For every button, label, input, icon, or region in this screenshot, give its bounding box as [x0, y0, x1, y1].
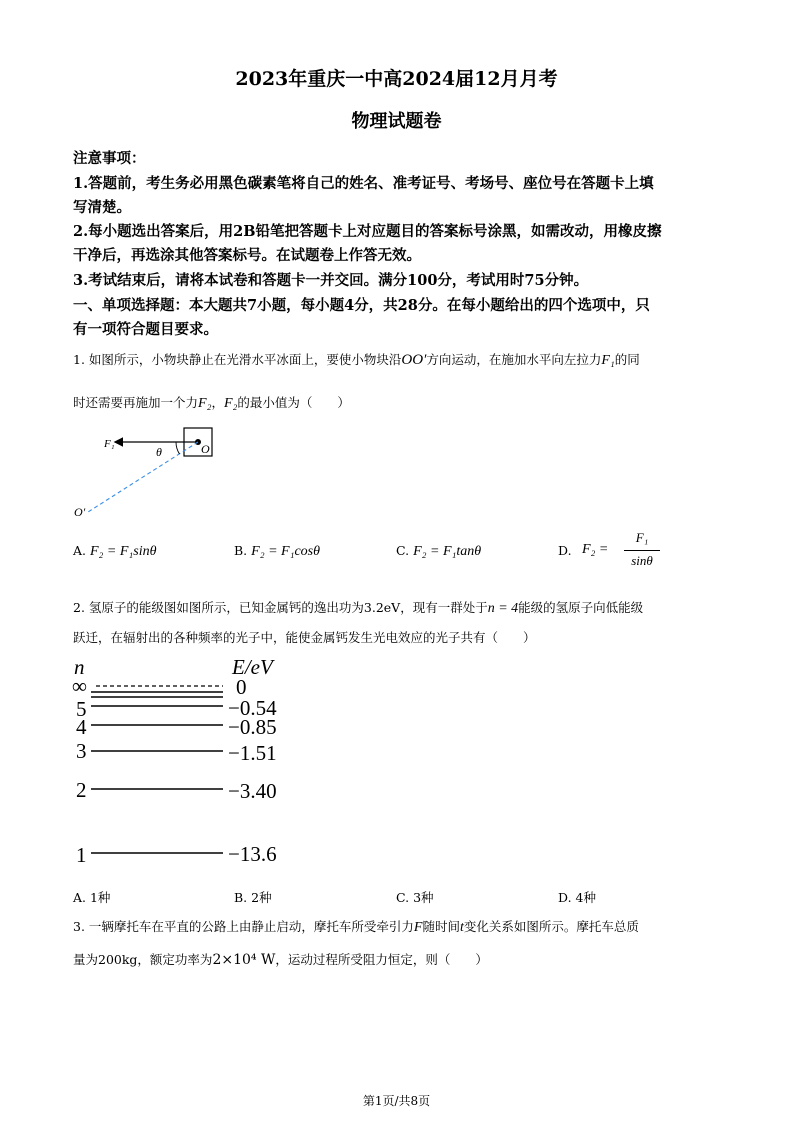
- q3-var-f: F: [413, 920, 423, 935]
- q2-option-c[interactable]: C. 3种: [396, 890, 434, 905]
- theta-label: θ: [156, 445, 162, 459]
- q3-var-t: t: [459, 920, 464, 935]
- q1-option-d-denominator: sinθ: [631, 553, 653, 568]
- exam-subtitle: 物理试题卷: [351, 111, 442, 132]
- level-n-3: 3: [76, 739, 87, 763]
- q2-var-n: n = 4: [487, 601, 519, 616]
- q1-option-b[interactable]: B. F₂ = F₁cosθ: [234, 543, 320, 559]
- level-n-inf: ∞: [72, 674, 87, 698]
- question-1-line-2: [73, 393, 350, 412]
- q1-option-c-expr: F₂ = F₁tanθ: [413, 544, 482, 559]
- q1-line2-b: ，: [211, 395, 224, 410]
- energy-axis-label: E/eV: [232, 655, 273, 679]
- level-e-2: −3.40: [228, 779, 277, 803]
- section-1-heading-line-2: 有一项符合题目要求。: [73, 321, 218, 338]
- theta-arc: [176, 442, 180, 454]
- level-e-3: −1.51: [228, 741, 277, 765]
- q1-option-d-lhs: F₂ =: [582, 542, 609, 557]
- notice-item-1-line-1: 1.答题前，考生务必用黑色碳素笔将自己的姓名、准考证号、考场号、座位号在答题卡上填: [73, 175, 654, 192]
- q1-var-f2: F₂: [198, 396, 212, 411]
- q2-option-a[interactable]: A. 1种: [73, 890, 111, 905]
- question-3-line-2: 量为200kg，额定功率为2×10⁴ W，运动过程所受阻力恒定，则（ ）: [73, 952, 488, 968]
- exam-title: 2023年重庆一中高2024届12月月考: [235, 68, 558, 90]
- question-1-line-1: [73, 350, 640, 369]
- question-2-line-2: 跃迁，在辐射出的各种频率的光子中，能使金属钙发生光电效应的光子共有（ ）: [73, 630, 536, 645]
- q3-rated-power: 2×10⁴ W: [212, 952, 276, 968]
- level-n-2: 2: [76, 778, 87, 802]
- q1-line2-c: 的最小值为（ ）: [237, 395, 350, 410]
- level-e-4: −0.85: [228, 715, 277, 739]
- q1-var-f2b: F₂: [223, 396, 238, 411]
- notice-heading: 注意事项：: [73, 150, 146, 167]
- q1-option-a[interactable]: A. F₂ = F₁sinθ: [73, 543, 157, 559]
- f1-label: F₁: [104, 438, 115, 450]
- level-e-5: −0.54: [228, 696, 277, 720]
- notice-item-2-line-1: 2.每小题选出答案后，用2B铅笔把答题卡上对应题目的答案标号涂黑，如需改动，用橡皮擦: [73, 223, 662, 240]
- notice-item-1-line-2: 写清楚。: [73, 199, 131, 216]
- o-prime-label: O′: [74, 505, 86, 519]
- q1-option-c[interactable]: C. F₂ = F₁tanθ: [396, 543, 482, 559]
- notice-item-2-line-2: 干净后，再选涂其他答案标号。在试题卷上作答无效。: [73, 247, 421, 264]
- q1-text-b: 方向运动，在施加水平向左拉力: [426, 352, 602, 367]
- question-3-line-1: 3. 一辆摩托车在平直的公路上由静止启动，摩托车所受牵引力F随时间t变化关系如图所示。摩托车总质: [73, 919, 639, 935]
- notice-item-3: 3.考试结束后，请将本试卷和答题卡一并交回。满分100分，考试用时75分钟。: [73, 272, 589, 289]
- q1-option-d-numerator: F₁: [635, 530, 649, 545]
- o-label: O: [201, 442, 210, 456]
- level-n-4: 4: [76, 715, 87, 739]
- energy-level-diagram: [66, 650, 306, 872]
- level-e-1: −13.6: [228, 842, 277, 866]
- q1-var-oo: OO′: [401, 352, 427, 368]
- fraction-bar: [624, 550, 660, 551]
- q1-option-b-expr: F₂ = F₁cosθ: [251, 544, 320, 559]
- section-1-heading-line-1: 一、单项选择题：本大题共7小题，每小题4分，共28分。在每小题给出的四个选项中，只: [73, 297, 650, 314]
- q2-option-d[interactable]: D. 4种: [558, 890, 596, 905]
- q1-force-diagram: [70, 420, 230, 520]
- q1-line2-a: 时还需要再施加一个力: [73, 395, 199, 410]
- question-2-line-1: 2. 氢原子的能级图如图所示，已知金属钙的逸出功为3.2eV，现有一群处于n = 4能级的氢原子向低能级: [73, 600, 644, 616]
- page-footer: 第1页/共8页: [362, 1094, 431, 1108]
- level-e-inf: 0: [236, 675, 247, 699]
- level-n-1: 1: [76, 843, 87, 867]
- level-n-5: 5: [76, 697, 87, 721]
- q1-var-f1: F₁: [601, 353, 615, 368]
- q1-text-a: 1. 如图所示，小物块静止在光滑水平冰面上，要使小物块沿: [73, 352, 402, 367]
- q2-option-b[interactable]: B. 2种: [234, 890, 272, 905]
- q1-option-a-expr: F₂ = F₁sinθ: [90, 544, 157, 559]
- oo-prime-dashed-line: [88, 442, 198, 512]
- n-axis-label: n: [74, 655, 85, 679]
- q1-text-c: 的同: [614, 352, 640, 367]
